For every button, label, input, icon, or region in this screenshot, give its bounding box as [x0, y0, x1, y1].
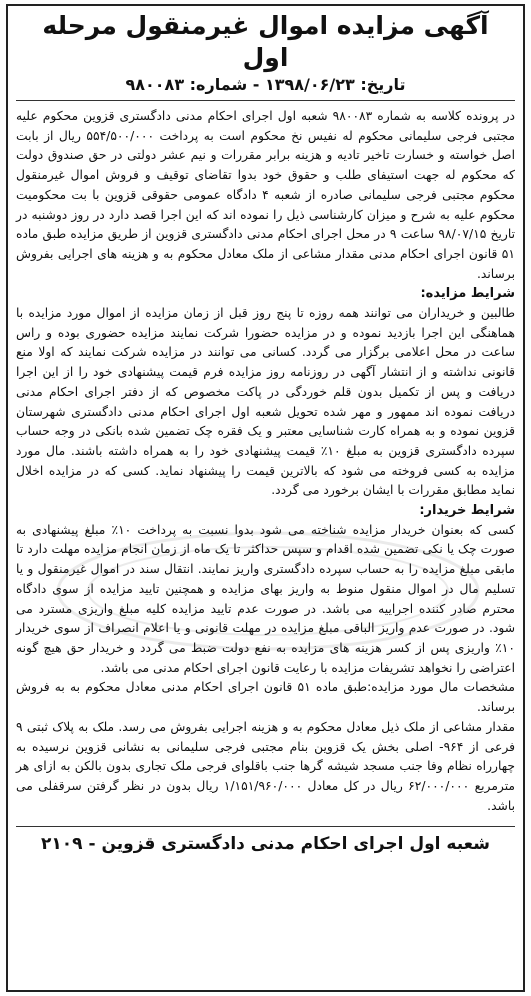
- conditions-paragraph: طالبین و خریداران می توانند همه روزه تا پنج روز قبل از زمان مزایده از اموال مورد مزایده با هماهنگی این اجرا بازدید نموده و در مزایده حضورا شرکت نمایند مزایده حضوری بوده و راس ساعت در محل اعلامی برگزار می گردد. کسانی می توانند در مزایده شرکت نمایند که اولا منع قانونی نداشته و از انتشار آگهی در روزنامه روز مزایده فرم قیمت پیشنهادی خود را از این اجرا دریافت و پس از تکمیل بدون قلم خوردگی در پاکت مخصوص که از دفتر اجرای احکام مدنی دریافت نموده اند ممهور و مهر شده تحویل شعبه اول اجرای احکام مدنی دادگستری شهرستان قزوین نموده و به همراه کارت شناسایی معتبر و یک فقره چک تضمین شده بانکی در وجه حساب سپرده دادگستری قزوین به مبلغ ۱۰٪ قیمت پیشنهادی خود را به همراه داشته باشند. مال مورد مزایده به کسی فروخته می شود که بالاترین قیمت را پیشنهاد نماید. کسی که در مزایده اخلال نماید مطابق مقررات با ایشان برخورد می گردد.: [16, 306, 515, 498]
- buyer-paragraph: کسی که بعنوان خریدار مزایده شناخته می شود بدوا نسبت به پرداخت ۱۰٪ مبلغ پیشنهادی به صورت چک یا نکی تضمین شده اقدام و سپس حداکثر تا یک ماه از زمان انجام مزایده مهلت دارد تا مابقی مبلغ مزایده را به حساب سپرده دادگستری واریز نمایند. انتقال سند در اموال غیرمنقول و یا تسلیم مال در اموال منقول منوط به واریز بهای مزایده و همچنین تایید مزایده از سوی دادگاه محترم صادر کننده اجراییه می باشد. در صورت عدم تایید مزایده کلیه مبلغ واریزی مسترد می شود. در صورت عدم واریز الباقی مبلغ مزایده در مهلت قانونی و یا اعلام انصراف از سوی خریدار ۱۰٪ واریزی پس از کسر هزینه های مزایده به نفع دولت ضبط می گردد و خریدار حق هیچ گونه اعتراضی را نخواهد تشریفات مزایده با رعایت قانون اجرای احکام مدنی می باشد.: [16, 522, 515, 675]
- notice-title: آگهی مزایده اموال غیرمنقول مرحله اول: [42, 11, 489, 72]
- notice-frame: [6, 4, 525, 992]
- date-number-line: تاریخ: ۱۳۹۸/۰۶/۲۳ - شماره: ۹۸۰۰۸۳: [16, 74, 515, 101]
- property-paragraph: مقدار مشاعی از ملک ذیل معادل محکوم به و هزینه اجرایی بفروش می رسد. ملک به پلاک ثبتی ۹ فرعی از ۹۶۴- اصلی بخش یک قزوین بنام مجتبی فرجی سلیمانی به نشانی قزوین نرسیده به چهارراه نظام وفا جنب مسجد شیشه گرها جنب باقلوای فرجی ملک تجاری بدون بالکن به ازای هر مترمربع ۶۲/۰۰۰/۰۰۰ ریال در کل معادل ۱/۱۵۱/۹۶۰/۰۰۰ ریال بدون در نظر گرفتن سرقفلی می باشد.: [16, 719, 515, 813]
- property-heading-line: مشخصات مال مورد مزایده:طبق ماده ۵۱ قانون اجرای احکام مدنی معادل محکوم به به فروش برساند.: [16, 680, 515, 715]
- buyer-heading: شرایط خریدار:: [419, 503, 515, 519]
- intro-paragraph: در پرونده کلاسه به شماره ۹۸۰۰۸۳ شعبه اول اجرای احکام مدنی دادگستری قزوین محکوم علیه مجتبی فرجی سلیمانی محکوم له نفیس نخ محکوم است به پرداخت ۵۵۴/۵۰۰/۰۰۰ ریال از بابت اصل خواسته و خسارت تاخیر تادیه و هزینه برابر مقررات و نیم عشر دولتی در حق صندوق دولت که محکوم له جهت استیفای طلب و حقوق خود بدوا تقاضای توقیف و فروش اموال غیرمنقول محکوم مجتبی فرجی سلیمانی صادره از شعبه ۴ دادگاه عمومی حقوقی قزوین با بت محکومیت محکوم علیه به شرح و میزان کارشناسی ذیل را نموده اند که این اجرا قصد دارد در روز دوشنبه در تاریخ ۹۸/۰۷/۱۵ ساعت ۹ در محل اجرای احکام مدنی دادگستری قزوین از طریق مزایده طبق ماده ۵۱ قانون اجرای احکام مدنی مقدار مشاعی از ملک معادل محکوم به و هزینه های اجرایی بفروش برساند.: [16, 109, 516, 281]
- issuer-footer: شعبه اول اجرای احکام مدنی دادگستری قزوین - ۲۱۰۹: [16, 826, 515, 857]
- conditions-heading: شرایط مزایده:: [420, 286, 515, 302]
